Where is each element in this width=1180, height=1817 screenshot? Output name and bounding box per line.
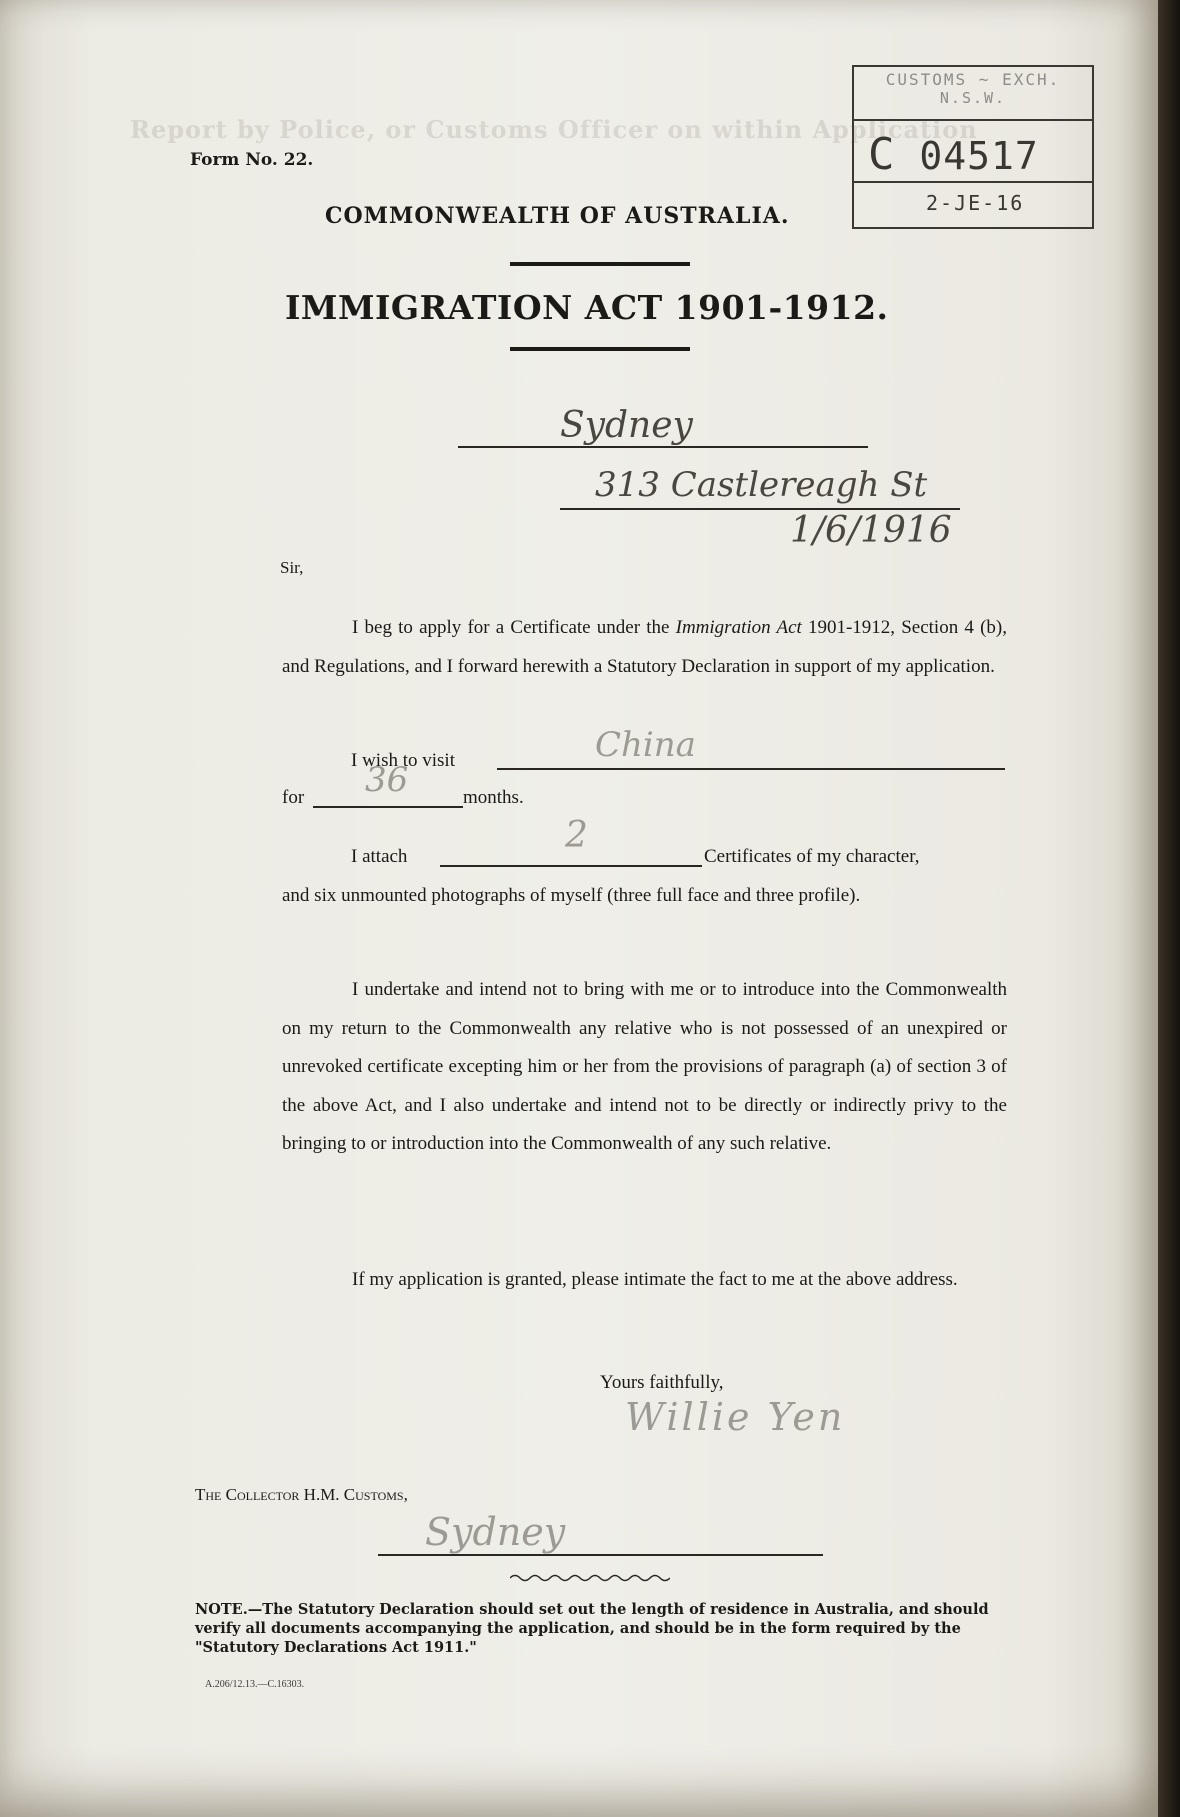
address-line-1	[458, 446, 868, 448]
paragraph-undertaking: I undertake and intend not to bring with me or to introduce into the Commonwealth on my return to the Commonwealth any relative who is not possessed of an unexpired or unrevoked certificate excepting him or her from the provisions of paragraph (a) of section 3 of the above Act, and I also undertake and intend not to be directly or indirectly privy to the bringing to or introduction into the Commonwealth of any such relative.	[282, 979, 1007, 1154]
heading-rule-top	[510, 262, 690, 266]
commonwealth-heading: COMMONWEALTH OF AUSTRALIA.	[325, 203, 790, 229]
form-number: Form No. 22.	[190, 150, 314, 170]
stamp-date: 2-JE-16	[926, 191, 1025, 215]
address-city: Sydney	[560, 405, 693, 446]
stamp-prefix: C	[868, 129, 896, 180]
paragraph-application	[282, 609, 1007, 686]
months-value: 36	[365, 760, 409, 800]
wavy-divider	[510, 1570, 670, 1580]
note: NOTE.—The Statutory Declaration should set out the length of residence in Australia, and should verify all documents accompanying the application, and should be in the form required by the "Statutory Declarations Act 1911."	[195, 1601, 989, 1656]
stamp-divider	[854, 181, 1092, 183]
show-through-text: Report by Police, or Customs Officer on within Application	[130, 115, 978, 144]
address-street: 313 Castlereagh St	[595, 465, 928, 505]
stamp-line1: CUSTOMS ~ EXCH.	[885, 70, 1061, 89]
addressee: The Collector H.M. Customs,	[195, 1485, 408, 1504]
address-date: 1/6/1916	[790, 510, 952, 551]
months-line	[313, 806, 463, 808]
stamp-header	[854, 67, 1092, 121]
for-label: for	[282, 787, 305, 808]
paragraph-photographs: and six unmounted photographs of myself (three full face and three profile).	[282, 885, 861, 906]
visit-value: China	[595, 725, 696, 765]
closing: Yours faithfully,	[600, 1372, 724, 1393]
page-edge	[1158, 0, 1180, 1817]
p1-act-name: Immigration Act	[675, 617, 802, 638]
customs-stamp	[852, 65, 1094, 229]
stamp-number	[868, 129, 1039, 180]
addressee-line	[378, 1554, 823, 1556]
heading-rule-bottom	[510, 347, 690, 351]
salutation: Sir,	[280, 558, 304, 577]
attach-label: I attach	[351, 846, 408, 867]
certificates-label: Certificates of my character,	[704, 846, 920, 867]
visit-label: I wish to visit	[351, 750, 455, 771]
printer-imprint: A.206/12.13.—C.16303.	[205, 1679, 305, 1690]
paragraph-intimate: If my application is granted, please intimate the fact to me at the above address.	[352, 1269, 958, 1290]
addressee-city: Sydney	[425, 1510, 566, 1554]
attach-value: 2	[565, 815, 588, 856]
visit-line	[497, 768, 1005, 770]
months-label: months.	[463, 787, 524, 808]
p1-text-a: I beg to apply for a Certificate under the	[352, 617, 676, 638]
attach-line	[440, 865, 702, 867]
stamp-line2: N.S.W.	[939, 89, 1007, 107]
wavy-divider-svg	[510, 1573, 670, 1583]
signature: Willie Yen	[625, 1395, 846, 1439]
stamp-number-value: 04517	[919, 134, 1039, 178]
p1-text-b: 1901-1912, Section 4 (b), and Regulations, and I forward herewith a Statutory Declaration in support of my application.	[282, 617, 1007, 677]
act-title: IMMIGRATION ACT 1901-1912.	[285, 288, 889, 327]
